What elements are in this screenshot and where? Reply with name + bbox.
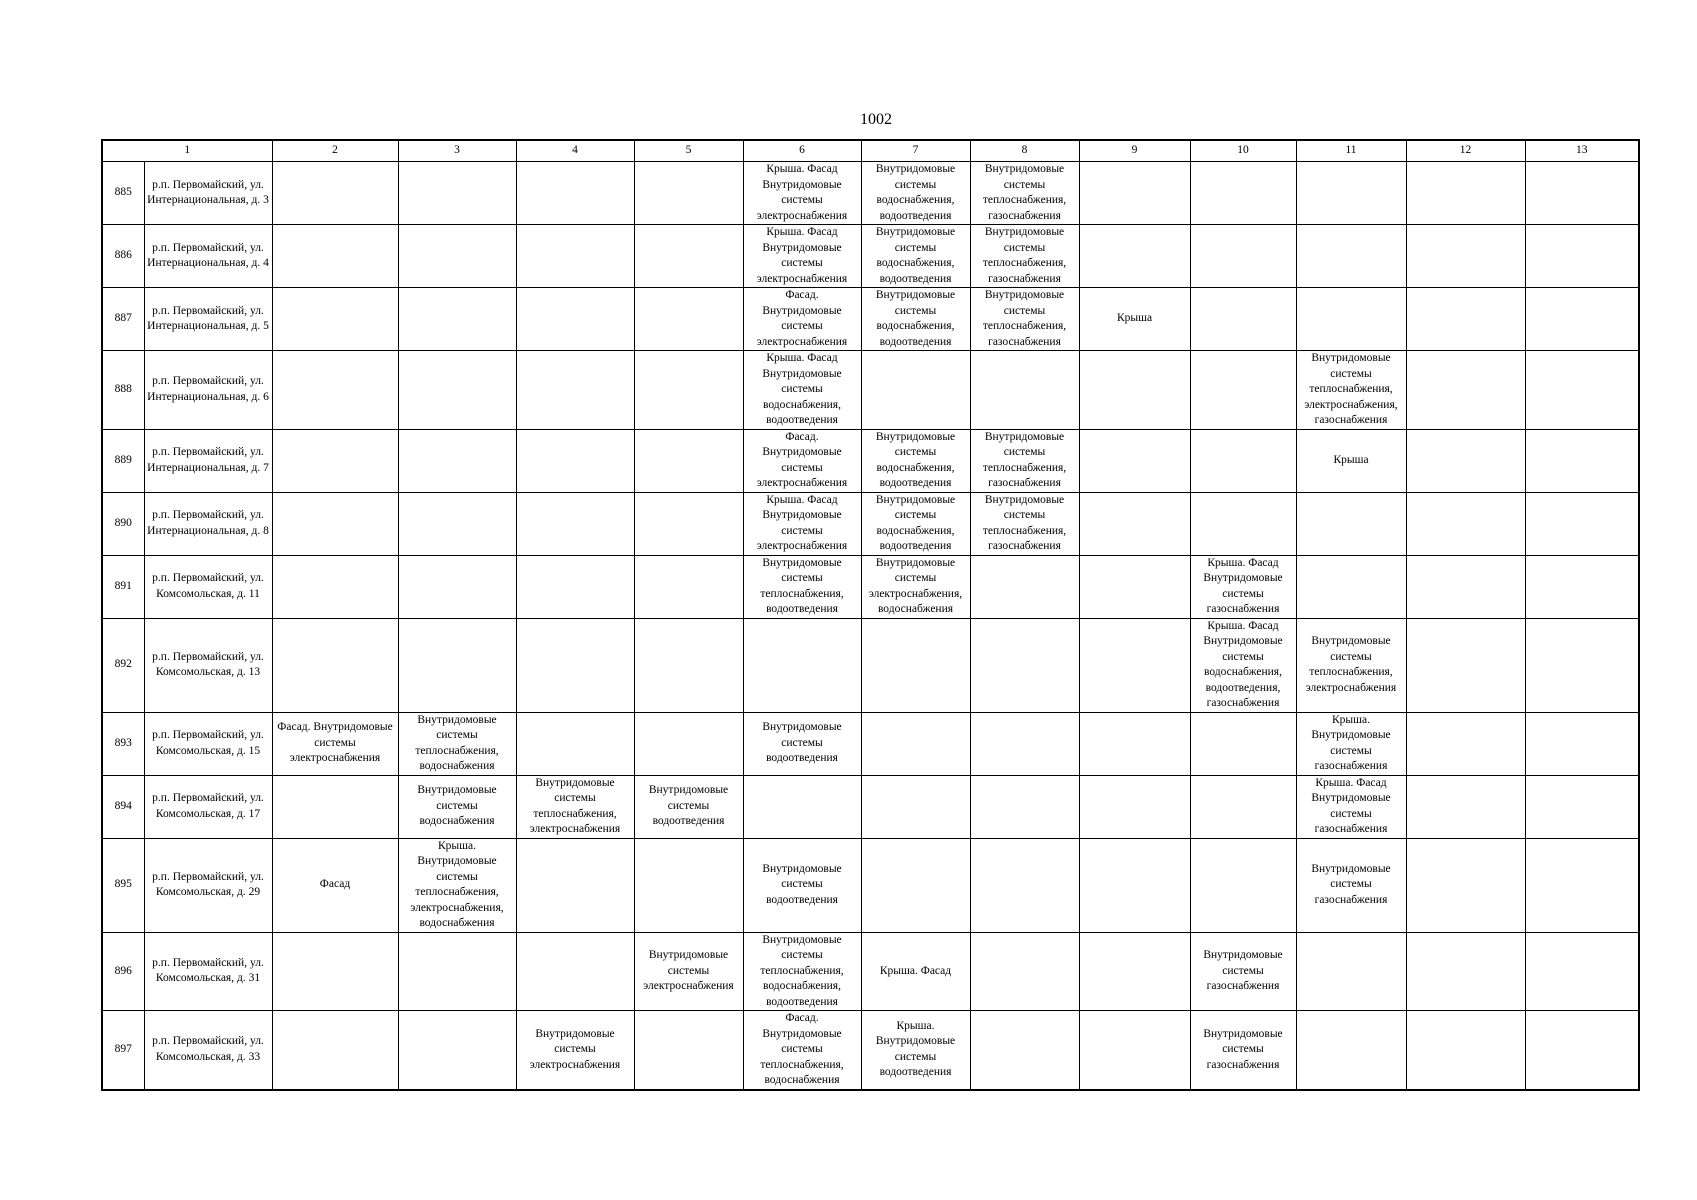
column-header-1: 1 xyxy=(102,140,272,162)
work-cell-col-5 xyxy=(634,492,743,555)
column-header-13: 13 xyxy=(1525,140,1639,162)
work-cell-col-11 xyxy=(1296,555,1406,618)
work-cell-col-6 xyxy=(743,775,861,838)
row-number: 889 xyxy=(102,429,144,492)
work-cell-col-12 xyxy=(1406,492,1525,555)
work-cell-col-11 xyxy=(1296,225,1406,288)
work-cell-col-10 xyxy=(1190,225,1296,288)
work-cell-col-8: Внутридомовые системы теплоснабжения, газоснабжения xyxy=(970,492,1079,555)
table-row xyxy=(102,492,1639,555)
work-cell-col-3 xyxy=(398,618,516,712)
work-cell-col-10 xyxy=(1190,162,1296,225)
work-cell-col-11: Внутридомовые системы теплоснабжения, электроснабжения xyxy=(1296,618,1406,712)
work-cell-col-7: Внутридомовые системы водоснабжения, водоотведения xyxy=(861,162,970,225)
work-cell-col-4 xyxy=(516,932,634,1011)
address-cell: р.п. Первомайский, ул. Комсомольская, д. 29 xyxy=(144,838,272,932)
work-cell-col-2 xyxy=(272,162,398,225)
work-cell-col-8 xyxy=(970,838,1079,932)
address-cell: р.п. Первомайский, ул. Комсомольская, д. 33 xyxy=(144,1011,272,1090)
work-cell-col-11: Внутридомовые системы газоснабжения xyxy=(1296,838,1406,932)
work-cell-col-5 xyxy=(634,618,743,712)
row-number: 896 xyxy=(102,932,144,1011)
work-cell-col-10: Внутридомовые системы газоснабжения xyxy=(1190,932,1296,1011)
table-row xyxy=(102,1011,1639,1090)
work-cell-col-3: Внутридомовые системы водоснабжения xyxy=(398,775,516,838)
row-number: 891 xyxy=(102,555,144,618)
work-cell-col-5 xyxy=(634,1011,743,1090)
work-cell-col-5 xyxy=(634,555,743,618)
work-cell-col-7 xyxy=(861,838,970,932)
row-number: 887 xyxy=(102,288,144,351)
address-cell: р.п. Первомайский, ул. Комсомольская, д. 13 xyxy=(144,618,272,712)
work-cell-col-6: Фасад. Внутридомовые системы электроснабжения xyxy=(743,429,861,492)
table-row xyxy=(102,225,1639,288)
work-cell-col-5 xyxy=(634,712,743,775)
work-cell-col-9 xyxy=(1079,1011,1190,1090)
table-row xyxy=(102,775,1639,838)
row-number: 886 xyxy=(102,225,144,288)
work-cell-col-4 xyxy=(516,429,634,492)
work-cell-col-3 xyxy=(398,1011,516,1090)
table-row xyxy=(102,288,1639,351)
work-cell-col-12 xyxy=(1406,351,1525,430)
work-cell-col-5 xyxy=(634,351,743,430)
work-cell-col-5: Внутридомовые системы водоотведения xyxy=(634,775,743,838)
work-cell-col-12 xyxy=(1406,162,1525,225)
work-cell-col-2 xyxy=(272,618,398,712)
work-cell-col-13 xyxy=(1525,429,1639,492)
column-header-2: 2 xyxy=(272,140,398,162)
work-cell-col-9 xyxy=(1079,555,1190,618)
work-cell-col-6 xyxy=(743,618,861,712)
work-cell-col-10 xyxy=(1190,838,1296,932)
column-header-10: 10 xyxy=(1190,140,1296,162)
work-cell-col-7: Внутридомовые системы водоснабжения, водоотведения xyxy=(861,492,970,555)
work-cell-col-13 xyxy=(1525,492,1639,555)
work-cell-col-9: Крыша xyxy=(1079,288,1190,351)
work-cell-col-8 xyxy=(970,712,1079,775)
work-cell-col-7 xyxy=(861,712,970,775)
work-cell-col-6: Фасад. Внутридомовые системы теплоснабжения, водоснабжения xyxy=(743,1011,861,1090)
work-cell-col-2 xyxy=(272,775,398,838)
row-number: 893 xyxy=(102,712,144,775)
work-cell-col-12 xyxy=(1406,932,1525,1011)
work-cell-col-13 xyxy=(1525,775,1639,838)
work-cell-col-7 xyxy=(861,775,970,838)
work-cell-col-9 xyxy=(1079,618,1190,712)
work-cell-col-12 xyxy=(1406,555,1525,618)
work-cell-col-2 xyxy=(272,225,398,288)
work-cell-col-4 xyxy=(516,288,634,351)
work-cell-col-8: Внутридомовые системы теплоснабжения, газоснабжения xyxy=(970,162,1079,225)
work-cell-col-4 xyxy=(516,492,634,555)
work-cell-col-11: Внутридомовые системы теплоснабжения, электроснабжения, газоснабжения xyxy=(1296,351,1406,430)
row-number: 885 xyxy=(102,162,144,225)
work-cell-col-6: Крыша. Фасад Внутридомовые системы электроснабжения xyxy=(743,162,861,225)
work-cell-col-10 xyxy=(1190,775,1296,838)
address-cell: р.п. Первомайский, ул. Интернациональная, д. 8 xyxy=(144,492,272,555)
work-cell-col-9 xyxy=(1079,162,1190,225)
column-header-5: 5 xyxy=(634,140,743,162)
work-cell-col-2 xyxy=(272,351,398,430)
table-row xyxy=(102,712,1639,775)
work-cell-col-8: Внутридомовые системы теплоснабжения, газоснабжения xyxy=(970,225,1079,288)
row-number: 890 xyxy=(102,492,144,555)
table-row xyxy=(102,555,1639,618)
work-cell-col-6: Внутридомовые системы водоотведения xyxy=(743,838,861,932)
work-cell-col-4 xyxy=(516,162,634,225)
work-cell-col-3 xyxy=(398,351,516,430)
work-cell-col-11 xyxy=(1296,162,1406,225)
work-cell-col-10 xyxy=(1190,492,1296,555)
work-cell-col-9 xyxy=(1079,492,1190,555)
work-cell-col-9 xyxy=(1079,775,1190,838)
address-cell: р.п. Первомайский, ул. Интернациональная, д. 7 xyxy=(144,429,272,492)
table-body xyxy=(102,162,1639,1090)
column-header-4: 4 xyxy=(516,140,634,162)
work-cell-col-4 xyxy=(516,555,634,618)
work-cell-col-3: Внутридомовые системы теплоснабжения, водоснабжения xyxy=(398,712,516,775)
work-cell-col-6: Фасад. Внутридомовые системы электроснабжения xyxy=(743,288,861,351)
schedule-table xyxy=(101,139,1640,1091)
work-cell-col-4 xyxy=(516,712,634,775)
column-header-8: 8 xyxy=(970,140,1079,162)
work-cell-col-3 xyxy=(398,225,516,288)
work-cell-col-6: Внутридомовые системы теплоснабжения, водоснабжения, водоотведения xyxy=(743,932,861,1011)
work-cell-col-13 xyxy=(1525,838,1639,932)
work-cell-col-3 xyxy=(398,492,516,555)
work-cell-col-13 xyxy=(1525,225,1639,288)
work-cell-col-13 xyxy=(1525,1011,1639,1090)
work-cell-col-8 xyxy=(970,351,1079,430)
work-cell-col-12 xyxy=(1406,775,1525,838)
work-cell-col-10: Крыша. Фасад Внутридомовые системы водоснабжения, водоотведения, газоснабжения xyxy=(1190,618,1296,712)
work-cell-col-12 xyxy=(1406,712,1525,775)
work-cell-col-5: Внутридомовые системы электроснабжения xyxy=(634,932,743,1011)
work-cell-col-7: Внутридомовые системы водоснабжения, водоотведения xyxy=(861,288,970,351)
work-cell-col-12 xyxy=(1406,288,1525,351)
work-cell-col-11 xyxy=(1296,492,1406,555)
work-cell-col-8 xyxy=(970,1011,1079,1090)
work-cell-col-4 xyxy=(516,225,634,288)
work-cell-col-9 xyxy=(1079,429,1190,492)
work-cell-col-10 xyxy=(1190,712,1296,775)
work-cell-col-13 xyxy=(1525,351,1639,430)
column-header-3: 3 xyxy=(398,140,516,162)
work-cell-col-13 xyxy=(1525,162,1639,225)
work-cell-col-12 xyxy=(1406,429,1525,492)
work-cell-col-13 xyxy=(1525,555,1639,618)
work-cell-col-2 xyxy=(272,555,398,618)
work-cell-col-2 xyxy=(272,1011,398,1090)
work-cell-col-8: Внутридомовые системы теплоснабжения, газоснабжения xyxy=(970,288,1079,351)
work-cell-col-6: Внутридомовые системы водоотведения xyxy=(743,712,861,775)
column-header-6: 6 xyxy=(743,140,861,162)
work-cell-col-11: Крыша. Фасад Внутридомовые системы газоснабжения xyxy=(1296,775,1406,838)
work-cell-col-10: Внутридомовые системы газоснабжения xyxy=(1190,1011,1296,1090)
work-cell-col-5 xyxy=(634,162,743,225)
work-cell-col-5 xyxy=(634,288,743,351)
work-cell-col-9 xyxy=(1079,712,1190,775)
work-cell-col-10 xyxy=(1190,288,1296,351)
work-cell-col-13 xyxy=(1525,932,1639,1011)
row-number: 897 xyxy=(102,1011,144,1090)
work-cell-col-6: Крыша. Фасад Внутридомовые системы электроснабжения xyxy=(743,492,861,555)
table-row xyxy=(102,932,1639,1011)
work-cell-col-9 xyxy=(1079,838,1190,932)
table-row xyxy=(102,351,1639,430)
work-cell-col-2: Фасад. Внутридомовые системы электроснабжения xyxy=(272,712,398,775)
work-cell-col-12 xyxy=(1406,618,1525,712)
work-cell-col-10 xyxy=(1190,429,1296,492)
work-cell-col-4: Внутридомовые системы теплоснабжения, электроснабжения xyxy=(516,775,634,838)
work-cell-col-10: Крыша. Фасад Внутридомовые системы газоснабжения xyxy=(1190,555,1296,618)
work-cell-col-7: Внутридомовые системы электроснабжения, водоснабжения xyxy=(861,555,970,618)
work-cell-col-7: Внутридомовые системы водоснабжения, водоотведения xyxy=(861,429,970,492)
work-cell-col-8 xyxy=(970,618,1079,712)
work-cell-col-11: Крыша xyxy=(1296,429,1406,492)
work-cell-col-8 xyxy=(970,775,1079,838)
work-cell-col-9 xyxy=(1079,932,1190,1011)
work-cell-col-11 xyxy=(1296,1011,1406,1090)
work-cell-col-11 xyxy=(1296,932,1406,1011)
work-cell-col-5 xyxy=(634,838,743,932)
work-cell-col-3 xyxy=(398,429,516,492)
address-cell: р.п. Первомайский, ул. Интернациональная, д. 5 xyxy=(144,288,272,351)
work-cell-col-2 xyxy=(272,492,398,555)
work-cell-col-8 xyxy=(970,555,1079,618)
work-cell-col-3: Крыша. Внутридомовые системы теплоснабжения, электроснабжения, водоснабжения xyxy=(398,838,516,932)
work-cell-col-2: Фасад xyxy=(272,838,398,932)
address-cell: р.п. Первомайский, ул. Комсомольская, д. 31 xyxy=(144,932,272,1011)
work-cell-col-8 xyxy=(970,932,1079,1011)
work-cell-col-7: Крыша. Фасад xyxy=(861,932,970,1011)
row-number: 892 xyxy=(102,618,144,712)
column-header-9: 9 xyxy=(1079,140,1190,162)
work-cell-col-12 xyxy=(1406,225,1525,288)
work-cell-col-2 xyxy=(272,429,398,492)
row-number: 894 xyxy=(102,775,144,838)
address-cell: р.п. Первомайский, ул. Комсомольская, д. 17 xyxy=(144,775,272,838)
table-row xyxy=(102,429,1639,492)
work-cell-col-7: Крыша. Внутридомовые системы водоотведения xyxy=(861,1011,970,1090)
work-cell-col-3 xyxy=(398,932,516,1011)
work-cell-col-4: Внутридомовые системы электроснабжения xyxy=(516,1011,634,1090)
work-cell-col-7 xyxy=(861,351,970,430)
work-cell-col-4 xyxy=(516,618,634,712)
address-cell: р.п. Первомайский, ул. Интернациональная, д. 6 xyxy=(144,351,272,430)
work-cell-col-13 xyxy=(1525,712,1639,775)
work-cell-col-10 xyxy=(1190,351,1296,430)
address-cell: р.п. Первомайский, ул. Комсомольская, д. 11 xyxy=(144,555,272,618)
work-cell-col-6: Крыша. Фасад Внутридомовые системы электроснабжения xyxy=(743,225,861,288)
work-cell-col-4 xyxy=(516,351,634,430)
work-cell-col-5 xyxy=(634,225,743,288)
work-cell-col-3 xyxy=(398,288,516,351)
work-cell-col-2 xyxy=(272,288,398,351)
address-cell: р.п. Первомайский, ул. Комсомольская, д. 15 xyxy=(144,712,272,775)
work-cell-col-12 xyxy=(1406,838,1525,932)
address-cell: р.п. Первомайский, ул. Интернациональная, д. 3 xyxy=(144,162,272,225)
work-cell-col-3 xyxy=(398,555,516,618)
work-cell-col-9 xyxy=(1079,225,1190,288)
work-cell-col-9 xyxy=(1079,351,1190,430)
column-header-7: 7 xyxy=(861,140,970,162)
work-cell-col-13 xyxy=(1525,288,1639,351)
row-number: 895 xyxy=(102,838,144,932)
table-row xyxy=(102,618,1639,712)
work-cell-col-12 xyxy=(1406,1011,1525,1090)
column-header-11: 11 xyxy=(1296,140,1406,162)
work-cell-col-13 xyxy=(1525,618,1639,712)
work-cell-col-11: Крыша. Внутридомовые системы газоснабжения xyxy=(1296,712,1406,775)
work-cell-col-11 xyxy=(1296,288,1406,351)
table-row xyxy=(102,838,1639,932)
work-cell-col-5 xyxy=(634,429,743,492)
header-row xyxy=(102,140,1639,162)
work-cell-col-3 xyxy=(398,162,516,225)
work-cell-col-2 xyxy=(272,932,398,1011)
work-cell-col-4 xyxy=(516,838,634,932)
address-cell: р.п. Первомайский, ул. Интернациональная, д. 4 xyxy=(144,225,272,288)
column-header-12: 12 xyxy=(1406,140,1525,162)
work-cell-col-7: Внутридомовые системы водоснабжения, водоотведения xyxy=(861,225,970,288)
row-number: 888 xyxy=(102,351,144,430)
page-number: 1002 xyxy=(860,111,892,128)
table-row xyxy=(102,162,1639,225)
work-cell-col-8: Внутридомовые системы теплоснабжения, газоснабжения xyxy=(970,429,1079,492)
work-cell-col-6: Внутридомовые системы теплоснабжения, водоотведения xyxy=(743,555,861,618)
work-cell-col-7 xyxy=(861,618,970,712)
work-cell-col-6: Крыша. Фасад Внутридомовые системы водоснабжения, водоотведения xyxy=(743,351,861,430)
